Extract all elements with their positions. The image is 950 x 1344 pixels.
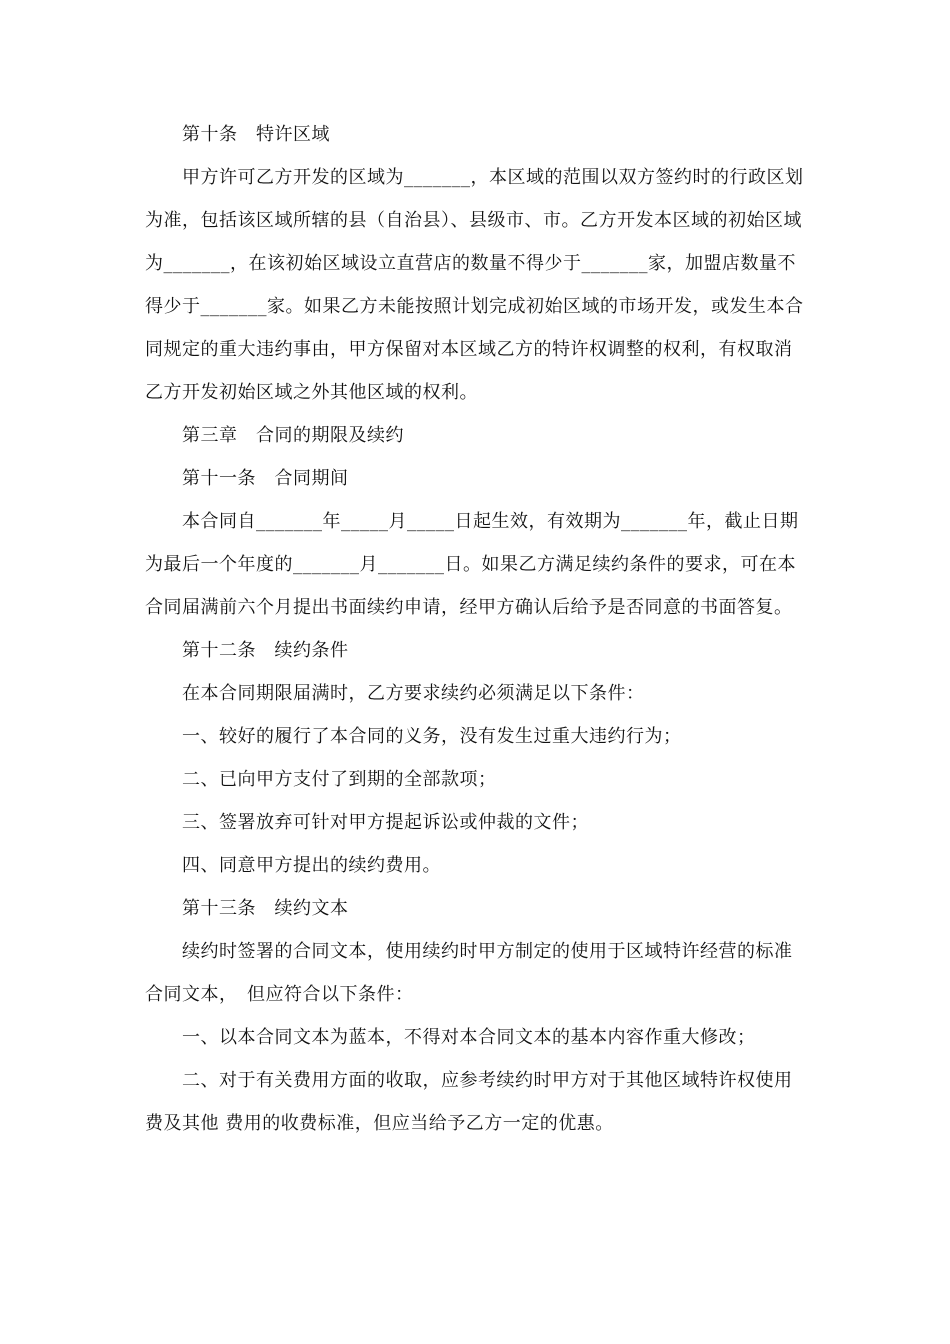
article-13-item-2: 二、对于有关费用方面的收取，应参考续约时甲方对于其他区域特许权使用费及其他 费用的收费标准，但应当给予乙方一定的优惠。 [145, 1070, 793, 1134]
article-13-intro: 续约时签署的合同文本，使用续约时甲方制定的使用于区域特许经营的标准合同文本， 但应符合以下条件： [145, 941, 793, 1005]
article-12-intro: 在本合同期限届满时，乙方要求续约必须满足以下条件： [182, 683, 645, 704]
article-12-item-1: 一、较好的履行了本合同的义务，没有发生过重大违约行为； [182, 726, 682, 747]
article-10-heading: 第十条 特许区域 [182, 124, 330, 145]
article-12-item-3: 三、签署放弃可针对甲方提起诉讼或仲裁的文件； [182, 812, 589, 833]
article-10-body: 甲方许可乙方开发的区域为_______，本区域的范围以双方签约时的行政区划为准，包括该区域所辖的县（自治县）、县级市、市。乙方开发本区域的初始区域为_______，在该初始区域设立直营店的数量不得少于_______家，加盟店数量不得少于_______家。如果乙方未能按照计划完成初始区域的市场开发，或发生本合同规定的重大违约事由，甲方保留对本区域乙方的特许权调整的权利，有权取消乙方开发初始区域之外其他区域的权利。 [145, 167, 804, 403]
article-11-body: 本合同自_______年_____月_____日起生效，有效期为_______年，截止日期为最后一个年度的_______月_______日。如果乙方满足续约条件的要求，可在本合同届满前六个月提出书面续约申请，经甲方确认后给予是否同意的书面答复。 [145, 511, 799, 618]
article-13-item-1: 一、以本合同文本为蓝本，不得对本合同文本的基本内容作重大修改； [182, 1027, 756, 1048]
chapter-3-heading: 第三章 合同的期限及续约 [182, 425, 404, 446]
article-12-item-4: 四、同意甲方提出的续约费用。 [182, 855, 441, 876]
article-12-item-2: 二、已向甲方支付了到期的全部款项； [182, 769, 497, 790]
document-body [145, 113, 805, 1145]
article-11-heading: 第十一条 合同期间 [182, 468, 349, 489]
article-12-heading: 第十二条 续约条件 [182, 640, 349, 661]
article-13-heading: 第十三条 续约文本 [182, 898, 349, 919]
